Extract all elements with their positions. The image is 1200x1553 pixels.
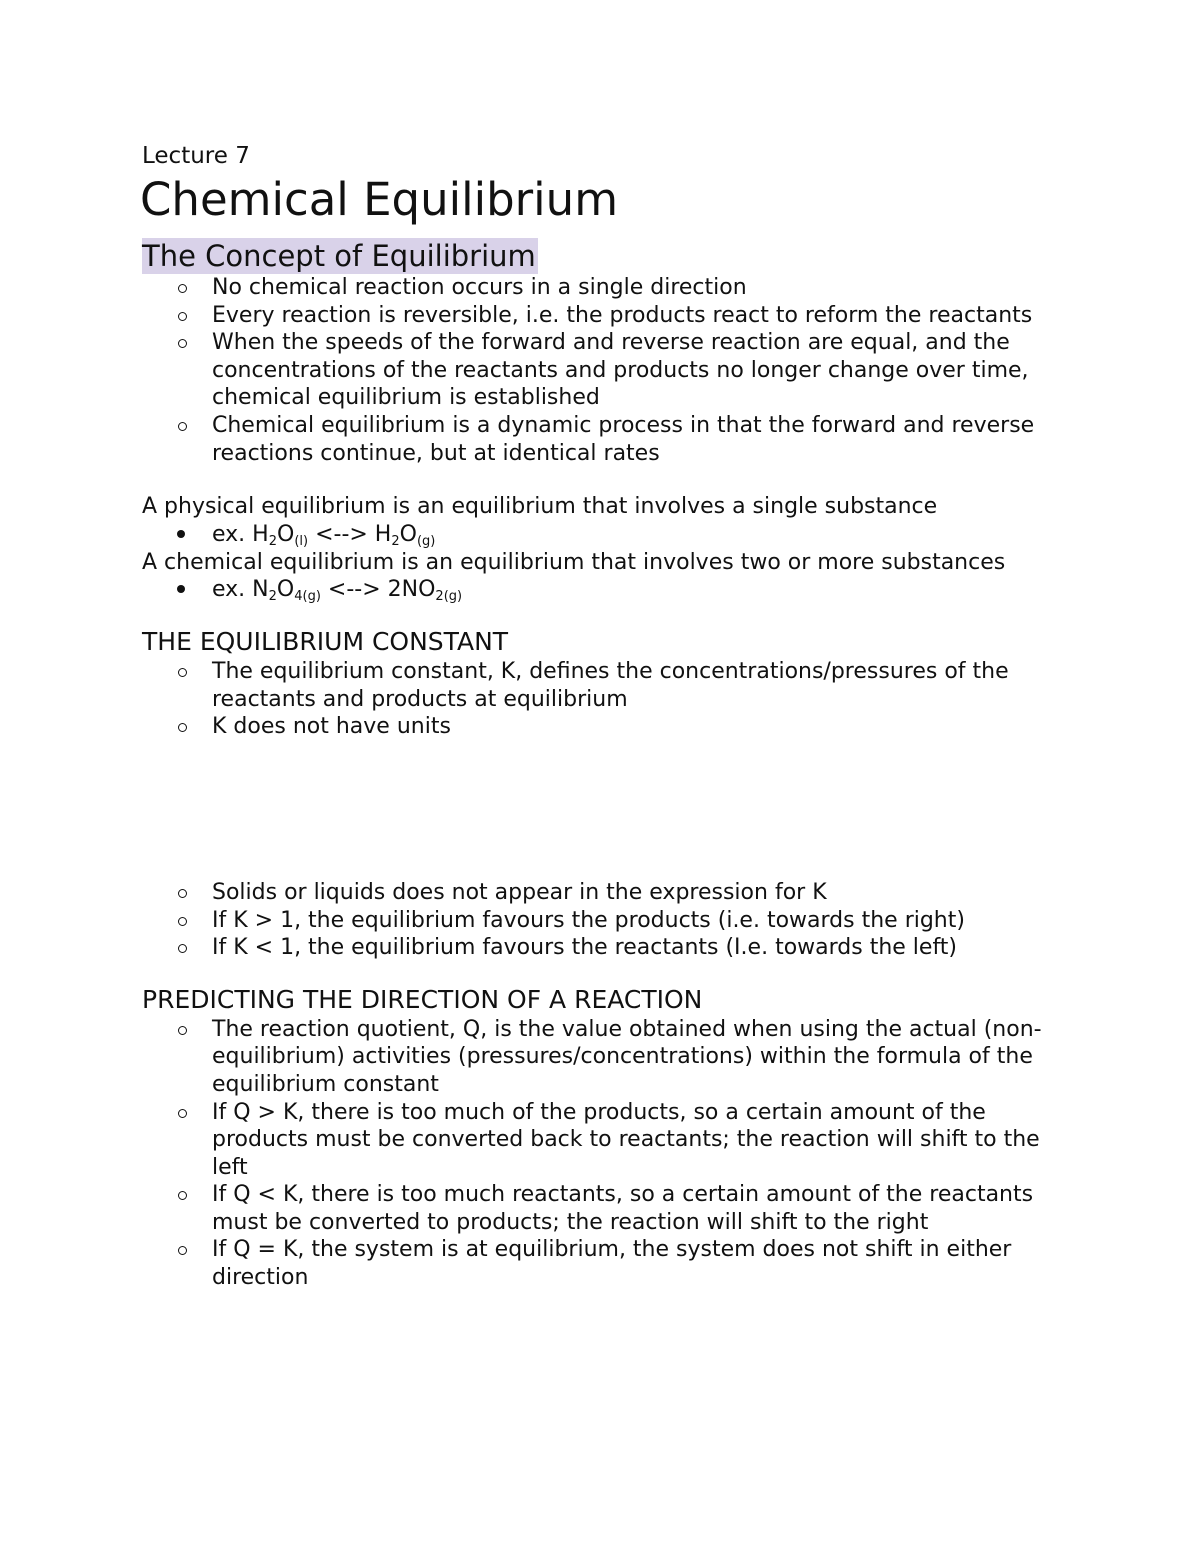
circle-bullet-icon [178,723,187,732]
constant-list-bottom [142,879,1072,962]
list-item-text: Chemical equilibrium is a dynamic process in that the forward and reverse reactions continue, but at identical rates [212,412,1035,466]
disc-bullet-icon [177,530,185,538]
circle-bullet-icon [178,1109,187,1118]
list-item [212,879,1072,907]
circle-bullet-icon [178,1026,187,1035]
spacer [142,962,1072,984]
list-item-text: K does not have units [212,714,451,740]
physical-example-list [142,521,1072,549]
constant-list-top [142,658,1072,741]
circle-bullet-icon [178,1246,187,1255]
list-item [212,274,1072,302]
list-item [212,329,1072,412]
list-item-text: If Q < K, there is too much reactants, so a certain amount of the reactants must be converted to products; the reaction will shift to the right [212,1182,1034,1235]
list-item [212,658,1072,713]
list-item-text: The equilibrium constant, K, defines the concentrations/pressures of the reactants and products at equilibrium [212,659,1009,712]
list-item [212,1181,1072,1236]
physical-example: ex. $H_2O_{(l)}$ <--> $H_2O_{(g)}$ [212,521,1072,549]
lecture-label: Lecture 7 [142,143,250,169]
list-item [212,412,1072,467]
circle-bullet-icon [178,944,187,953]
list-item-text: No chemical reaction occurs in a single direction [212,275,747,300]
document-page [142,140,1072,1292]
predicting-heading: PREDICTING THE DIRECTION OF A REACTION [142,984,703,1014]
circle-bullet-icon [178,284,187,293]
circle-bullet-icon [178,889,187,898]
list-item [212,934,1072,962]
list-item-text: The reaction quotient, Q, is the value obtained when using the actual (non-equilibrium) activities (pressures/concentrations) within the formula of the equilibrium constant [212,1016,1042,1097]
list-item [212,1099,1072,1182]
circle-bullet-icon [178,917,187,926]
list-item [212,1236,1072,1291]
list-item-text: If K < 1, the equilibrium favours the reactants (I.e. towards the left) [212,935,958,961]
list-item [212,907,1072,935]
concept-heading: The Concept of Equilibrium [142,239,536,273]
disc-bullet-icon [177,585,185,593]
list-item-text: If Q > K, there is too much of the products, so a certain amount of the products must be converted back to reactants; the reaction will shift to the left [212,1099,1040,1180]
circle-bullet-icon [178,312,187,321]
chemical-equilibrium-definition: A chemical equilibrium is an equilibrium that involves two or more substances [142,549,1006,575]
predicting-list [142,1016,1072,1292]
physical-equilibrium-definition: A physical equilibrium is an equilibrium that involves a single substance [142,494,938,520]
document-title: Chemical Equilibrium [140,173,619,226]
list-item-text: If K > 1, the equilibrium favours the products (i.e. towards the right) [212,907,965,933]
list-item-text: If Q = K, the system is at equilibrium, the system does not shift in either direction [212,1237,1012,1291]
circle-bullet-icon [178,422,187,431]
spacer [142,467,1072,493]
list-item-text: Every reaction is reversible, i.e. the products react to reform the reactants [212,302,1033,328]
constant-heading: THE EQUILIBRIUM CONSTANT [142,627,509,657]
chemical-example-list [142,576,1072,604]
concept-list [142,274,1072,467]
chemical-example: ex. $N_2O_{4(g)}$ <--> $2NO_{2(g)}$ [212,576,1072,604]
circle-bullet-icon [178,1191,187,1200]
spacer [142,604,1072,626]
list-item [212,302,1072,330]
blank-space [142,741,1072,879]
list-item-text: When the speeds of the forward and reverse reaction are equal, and the concentrations of the reactants and products no longer change over time, chemical equilibrium is established [212,330,1029,411]
circle-bullet-icon [178,668,187,677]
list-item-text: Solids or liquids does not appear in the expression for K [212,879,827,905]
list-item [212,1016,1072,1099]
circle-bullet-icon [178,339,187,348]
list-item [212,713,1072,741]
